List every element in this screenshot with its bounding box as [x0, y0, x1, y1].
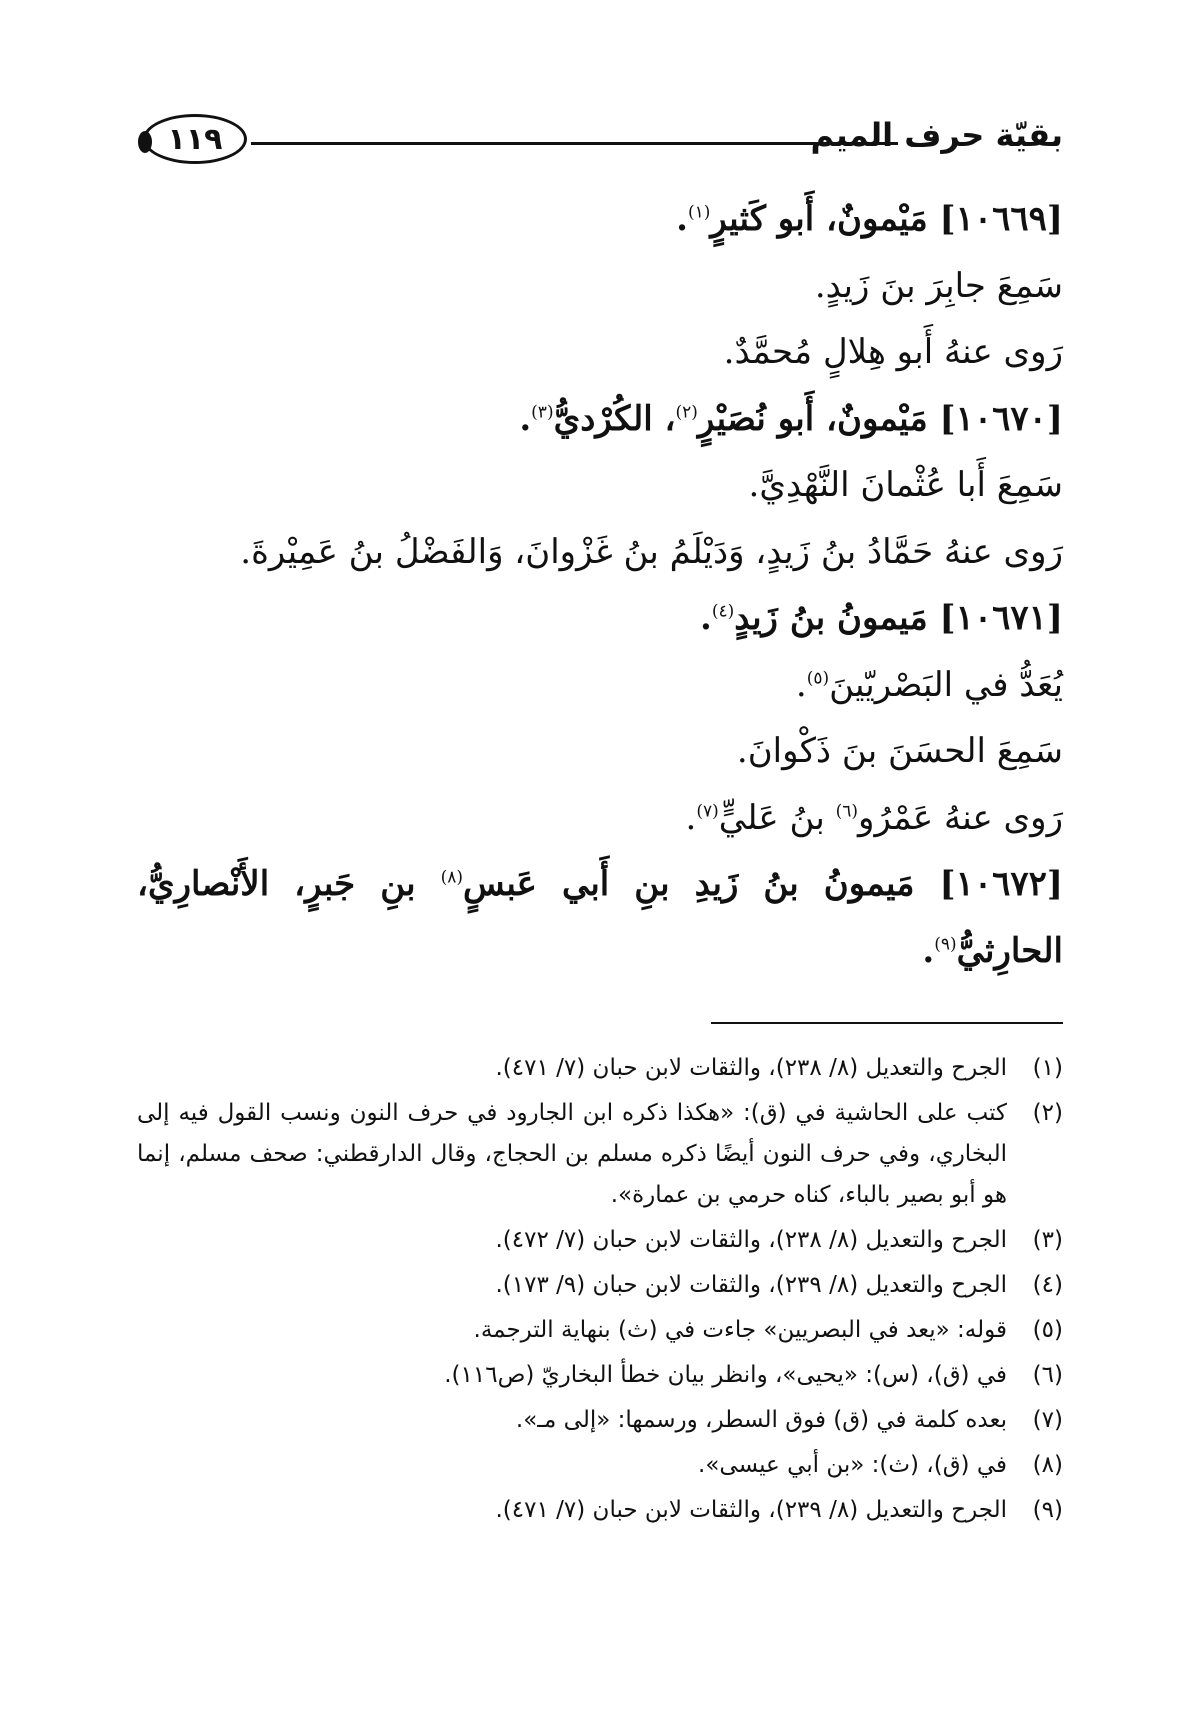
punctuation: . [685, 797, 697, 838]
entry-line [137, 652, 1063, 719]
footnote-text: في (ق)، (ث): «بن أبي عيسى». [698, 1452, 1007, 1478]
entry-heading-text: [١٠٦٦٩] مَيْمونٌ، أَبو كَثيرٍ [710, 199, 1063, 239]
footnote-number: (٥) [1032, 1317, 1063, 1343]
footnote-text: الجرح والتعديل (٨/ ٢٣٨)، والثقات لابن حبان (٧/ ٤٧١). [495, 1055, 1007, 1081]
footnote-text: الجرح والتعديل (٨/ ٢٣٩)، والثقات لابن حبان (٩/ ١٧٣). [495, 1272, 1007, 1298]
footnote-ref[interactable]: (٣) [531, 402, 554, 423]
footnote-9 [137, 1490, 1063, 1531]
entry-heading-text: [١٠٦٧١] مَيمونُ بنُ زَيدٍ [734, 598, 1063, 638]
punctuation: . [699, 598, 712, 638]
page-number-badge: ١١٩ [143, 114, 247, 164]
footnote-6 [137, 1355, 1063, 1396]
footnote-2 [137, 1093, 1063, 1216]
footnote-number: (٦) [1032, 1362, 1063, 1388]
footnote-text: الجرح والتعديل (٨/ ٢٣٨)، والثقات لابن حبان (٧/ ٤٧٢). [495, 1227, 1007, 1253]
footnote-7 [137, 1400, 1063, 1441]
punctuation: . [676, 199, 688, 239]
footnote-5 [137, 1310, 1063, 1351]
footnote-text: قوله: «يعد في البصريين» جاءت في (ث) بنهاية الترجمة. [473, 1317, 1007, 1343]
header-rule [251, 142, 898, 145]
entry-line: سَمِعَ أَبا عُثْمانَ النَّهْدِيَّ. [748, 465, 1063, 505]
entry-line: سَمِعَ الحسَنَ بنَ ذَكْوانَ. [736, 731, 1063, 771]
footnote-number: (٨) [1032, 1452, 1063, 1478]
footnote-ref[interactable]: (٢) [675, 402, 698, 423]
entry-heading-text: الحارِثيُّ [956, 930, 1063, 971]
entry-line: رَوى عنهُ أَبو هِلالٍ مُحمَّدٌ. [723, 332, 1063, 372]
footnote-ref[interactable]: (٩) [934, 934, 957, 955]
footnote-4 [137, 1265, 1063, 1306]
footnote-number: (١) [1032, 1055, 1063, 1081]
entry-heading-10669 [137, 186, 1063, 253]
footnote-number: (٧) [1032, 1407, 1063, 1433]
entry-heading-10671 [137, 585, 1063, 652]
main-text [137, 186, 1063, 984]
footnote-ref[interactable]: (٤) [711, 601, 735, 622]
footnote-number: (٣) [1032, 1227, 1063, 1253]
entry-heading-text: ، الكُرْديُّ [553, 398, 676, 439]
entry-text: بنُ عَليٍّ [718, 797, 836, 838]
entry-line [137, 785, 1063, 852]
entry-heading-text: بنِ جَبرٍ، الأَنْصارِيُّ، [137, 864, 441, 904]
entry-heading-text: [١٠٦٧٢] مَيمونُ بنُ زَيدِ بنِ أَبي عَبسٍ [463, 864, 1063, 904]
footnote-1 [137, 1048, 1063, 1089]
footnote-ref[interactable]: (١) [688, 202, 711, 223]
entry-text: يُعَدُّ في البَصْريّينَ [829, 664, 1063, 705]
footnote-text: بعده كلمة في (ق) فوق السطر، ورسمها: «إلى مـ». [515, 1407, 1007, 1433]
footnote-ref[interactable]: (٥) [806, 668, 830, 689]
punctuation: . [519, 398, 532, 439]
footnote-text: في (ق)، (س): «يحيى»، وانظر بيان خطأ البخاريّ (ص١١٦). [444, 1362, 1007, 1388]
footnote-text: كتب على الحاشية في (ق): «هكذا ذكره ابن الجارود في حرف النون ونسب القول فيه إلى البخاري، وفي حرف النون أيضًا ذكره مسلم بن الحجاج، وقال الدارقطني: صحف مسلم، إنما هو أبو بصير بالباء، كناه حرمي بن عمارة». [137, 1100, 1007, 1208]
footnote-number: (٤) [1032, 1272, 1063, 1298]
footnote-ref[interactable]: (٨) [440, 867, 464, 888]
footnote-ref[interactable]: (٧) [696, 801, 719, 822]
entry-line: سَمِعَ جابِرَ بنَ زَيدٍ. [814, 265, 1063, 306]
footnote-ref[interactable]: (٦) [835, 801, 859, 822]
footnote-8 [137, 1445, 1063, 1486]
chapter-title: بقيّة حرف الميم [810, 116, 1063, 154]
entry-heading-10670 [137, 386, 1063, 453]
footnote-text: الجرح والتعديل (٨/ ٢٣٩)، والثقات لابن حبان (٧/ ٤٧١). [495, 1497, 1007, 1523]
entry-heading-text: [١٠٦٧٠] مَيْمونٌ، أَبو نُصَيْرٍ [697, 398, 1063, 439]
running-header [143, 112, 1063, 174]
punctuation: . [795, 664, 807, 705]
footnote-number: (٢) [1032, 1100, 1063, 1126]
entry-heading-continuation [137, 918, 1063, 985]
footnote-3 [137, 1220, 1063, 1261]
entry-text: رَوى عنهُ عَمْرُو [858, 797, 1063, 838]
footnotes [137, 1048, 1063, 1535]
entry-line: رَوى عنهُ حَمَّادُ بنُ زَيدٍ، وَدَيْلَمُ بنُ غَزْوانَ، وَالفَضْلُ بنُ عَمِيْرةَ. [240, 531, 1063, 572]
entry-heading-10672 [137, 851, 1063, 918]
punctuation: . [922, 930, 935, 971]
footnote-number: (٩) [1032, 1497, 1063, 1523]
footnote-separator [711, 1022, 1063, 1024]
